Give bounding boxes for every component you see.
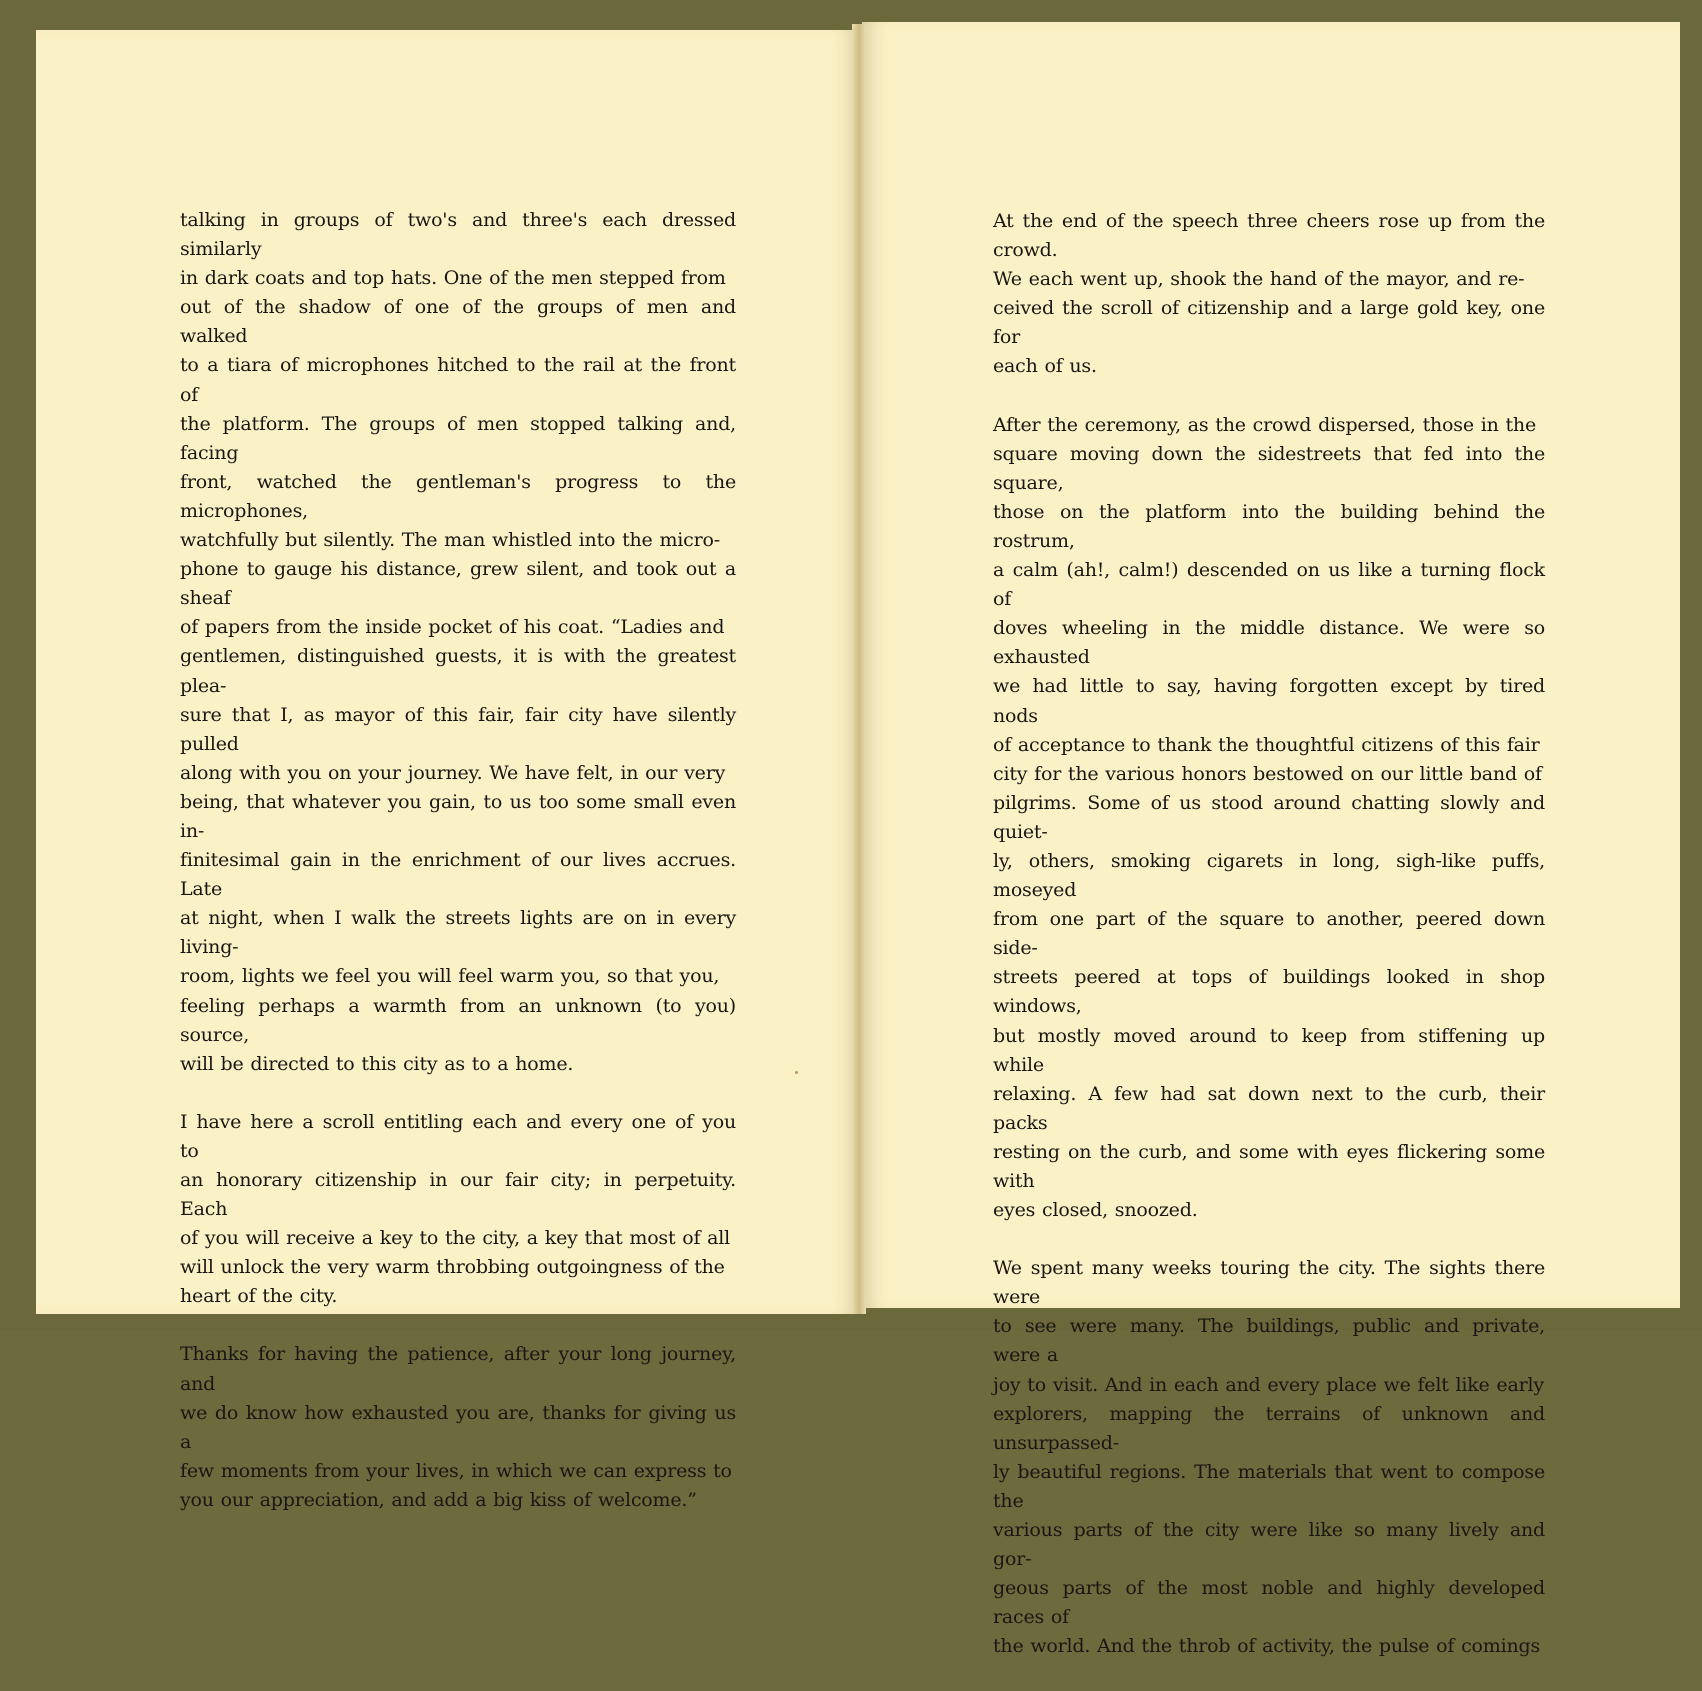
right-page-text [993,207,1545,1691]
right-paragraph-1: At the end of the speech three cheers rose up from the crowd. We each went up, shook the hand of the mayor, and re- ceived the scroll of citizenship and a large gold key, one for each of us. [993,210,1545,378]
left-page-text [180,206,736,1544]
right-paragraph-2: After the ceremony, as the crowd dispersed, those in the square moving down the sidestreets that fed into the square, those on the platform into the building behind the rostrum, a calm (ah!, calm!) descended on us like a turning flock of doves wheeling in the middle distance. We were so exhausted we had little to say, having forgotten except by tired nods of acceptance to thank the thoughtful citizens of this fair city for the various honors bestowed on our little band of pilgrims. Some of us stood around chatting slowly and quiet- ly, others, smoking cigarets in long, sigh-like puffs, moseyed from one part of the square to another, peered down side- streets peered at tops of buildings looked in shop windows, but mostly moved around to keep from stiffening up while relaxing. A few had sat down next to the curb, their packs resting on the curb, and some with eyes flickering some with eyes closed, snoozed. [993,413,1545,1222]
left-paragraph-2: I have here a scroll entitling each and every one of you to an honorary citizenship in our fair city; in perpetuity. Each of you will receive a key to the city, a key that most of all will unlock the very warm throbbing outgoingness of the heart of the city. [180,1110,736,1308]
book-gutter [852,24,866,1314]
paper-speck [795,1071,798,1074]
right-paragraph-3: We spent many weeks touring the city. The sights there were to see were many. The buildings, public and private, were a joy to visit. And in each and every place we felt like early explorers, mapping the terrains of unknown and unsurpassed- ly beautiful regions. The materials that went to compose the various parts of the city were like so many lively and gor- geous parts of the most noble and highly developed races of the world. And the throb of activity, the pulse of comings [993,1257,1545,1658]
left-paragraph-1: talking in groups of two's and three's each dressed similarly in dark coats and top hats. One of the men stepped from out of the shadow of one of the groups of men and walked to a tiara of microphones hitched to the rail at the front of the platform. The groups of men stopped talking and, facing front, watched the gentleman's progress to the microphones, watchfully but silently. The man whistled into the micro- phone to gauge his distance, grew silent, and took out a sheaf of papers from the inside pocket of his coat. “Ladies and gentlemen, distinguished guests, it is with the greatest plea- sure that I, as mayor of this fair, fair city have silently pulled along with you on your journey. We have felt, in our very being, that whatever you gain, to us too some small even in- finitesimal gain in the enrichment of our lives accrues. Late at night, when I walk the streets lights are on in every living- room, lights we feel you will feel warm you, so that you, feeling perhaps a warmth from an unknown (to you) source, will be directed to this city as to a home. [180,209,736,1075]
left-paragraph-3: Thanks for having the patience, after your long journey, and we do know how exhausted you are, thanks for giving us a few moments from your lives, in which we can express to you our appreciation, and add a big kiss of welcome.” [180,1343,736,1511]
